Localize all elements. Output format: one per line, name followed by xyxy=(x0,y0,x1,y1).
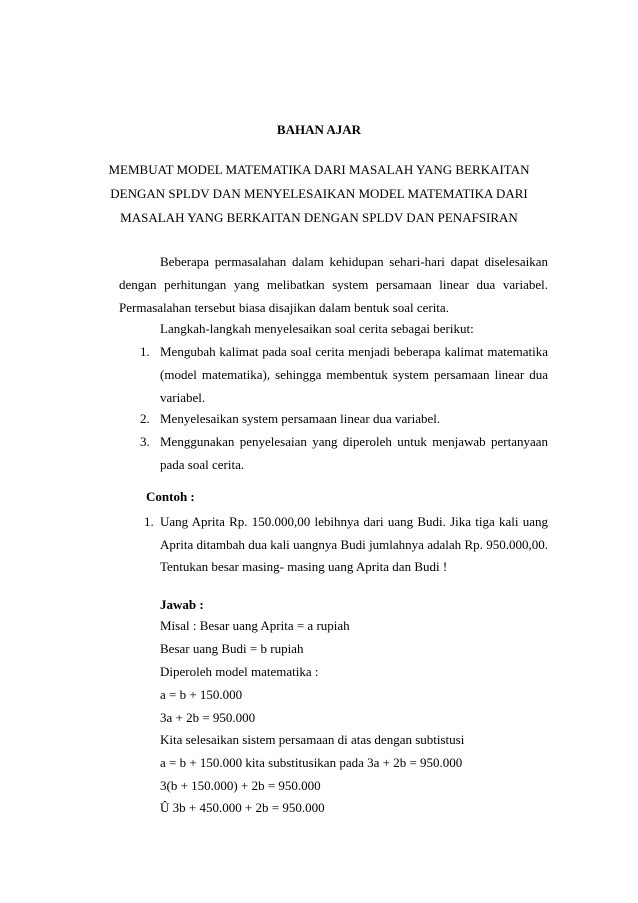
step-3-line-1: Menggunakan penyelesaian yang diperoleh untuk menjawab pertanyaan xyxy=(160,434,548,449)
example-1-line-3: Tentukan besar masing- masing uang Aprita dan Budi ! xyxy=(160,559,448,574)
step-2-line-1: Menyelesaikan system persamaan linear dua variabel. xyxy=(160,411,441,426)
answer-line: Misal : Besar uang Aprita = a rupiah xyxy=(160,618,350,633)
step-1-line-1: Mengubah kalimat pada soal cerita menjadi beberapa kalimat matematika xyxy=(160,344,548,359)
intro-line-1: Beberapa permasalahan dalam kehidupan sehari-hari dapat diselesaikan xyxy=(160,254,548,269)
answer-line: Kita selesaikan sistem persamaan di atas dengan subtistusi xyxy=(160,732,465,747)
answer-line: Û 3b + 450.000 + 2b = 950.000 xyxy=(160,800,325,815)
steps-intro: Langkah-langkah menyelesaikan soal cerita sebagai berikut: xyxy=(160,321,474,336)
answer-line: a = b + 150.000 xyxy=(160,687,243,702)
subtitle-line-2: DENGAN SPLDV DAN MENYELESAIKAN MODEL MATEMATIKA DARI xyxy=(110,186,528,201)
example-1-number: 1. xyxy=(144,514,154,529)
subtitle-line-1: MEMBUAT MODEL MATEMATIKA DARI MASALAH YANG BERKAITAN xyxy=(108,162,530,177)
answer-line: a = b + 150.000 kita substitusikan pada 3a + 2b = 950.000 xyxy=(160,755,463,770)
intro-line-2: dengan perhitungan yang melibatkan system persamaan linear dua variabel. xyxy=(119,277,548,292)
answer-line: Diperoleh model matematika : xyxy=(160,664,319,679)
answer-line: Besar uang Budi = b rupiah xyxy=(160,641,304,656)
document-title: BAHAN AJAR xyxy=(276,122,362,137)
step-1-line-3: variabel. xyxy=(160,390,206,405)
step-2-number: 2. xyxy=(140,411,150,426)
answer-heading: Jawab : xyxy=(160,597,204,612)
example-1-line-1: Uang Aprita Rp. 150.000,00 lebihnya dari uang Budi. Jika tiga kali uang xyxy=(160,514,548,529)
step-3-line-2: pada soal cerita. xyxy=(160,457,245,472)
example-1-line-2: Aprita ditambah dua kali uangnya Budi jumlahnya adalah Rp. 950.000,00. xyxy=(160,537,548,552)
answer-line: 3a + 2b = 950.000 xyxy=(160,710,256,725)
answer-line: 3(b + 150.000) + 2b = 950.000 xyxy=(160,778,321,793)
example-heading: Contoh : xyxy=(146,489,195,504)
step-3-number: 3. xyxy=(140,434,150,449)
step-1-line-2: (model matematika), sehingga membentuk system persamaan linear dua xyxy=(160,367,548,382)
intro-line-3: Permasalahan tersebut biasa disajikan dalam bentuk soal cerita. xyxy=(119,300,449,315)
step-1-number: 1. xyxy=(140,344,150,359)
subtitle-line-3: MASALAH YANG BERKAITAN DENGAN SPLDV DAN PENAFSIRAN xyxy=(120,210,518,225)
